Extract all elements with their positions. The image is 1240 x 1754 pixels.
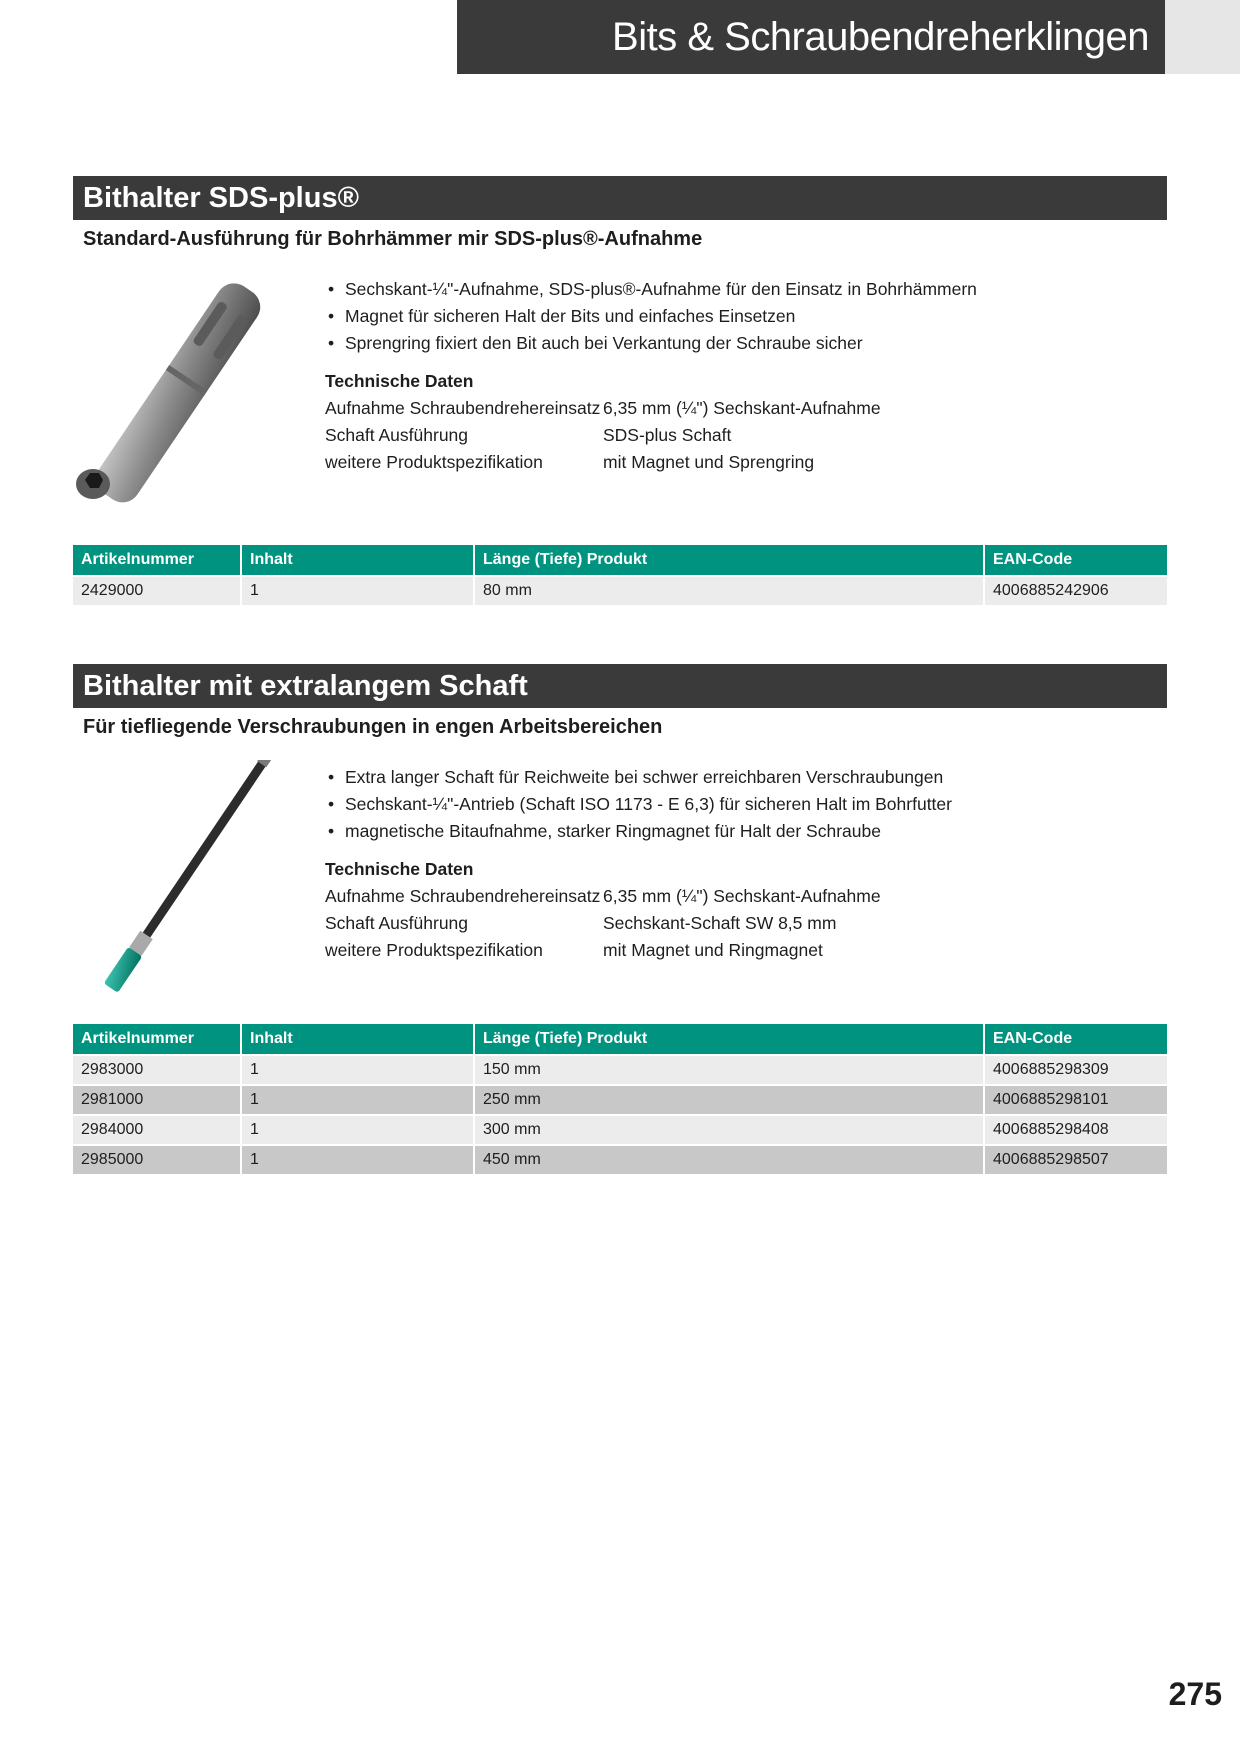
article-number: 2983000 [73, 1055, 241, 1085]
tech-value: SDS-plus Schaft [603, 425, 732, 445]
product-image-extralong-holder [73, 760, 308, 1000]
section-subtitle: Standard-Ausführung für Bohrhämmer mir SDS-plus®-Aufnahme [83, 228, 703, 250]
article-table [73, 545, 1167, 605]
column-header: EAN-Code [984, 1024, 1167, 1055]
table-row [73, 1055, 1167, 1085]
tech-key: weitere Produktspezifikation [325, 940, 543, 960]
tech-value: Sechskant-Schaft SW 8,5 mm [603, 913, 837, 933]
feature-item: • Extra langer Schaft für Reichweite bei schwer erreichbaren Verschraubungen [325, 764, 1155, 791]
page-header-tab [1165, 0, 1240, 74]
product-length: 250 mm [474, 1085, 984, 1115]
article-table [73, 1024, 1167, 1174]
product-section-sds-plus [73, 176, 1167, 599]
tech-row [325, 395, 881, 422]
table-row [73, 1145, 1167, 1174]
product-length: 450 mm [474, 1145, 984, 1174]
page-number: 275 [1168, 1676, 1222, 1712]
column-header: Inhalt [241, 545, 474, 576]
tech-row [325, 910, 881, 937]
tech-row [325, 883, 881, 910]
product-info [325, 276, 1155, 476]
tech-key: weitere Produktspezifikation [325, 452, 543, 472]
tech-data-title: Technische Daten [325, 859, 474, 879]
column-header: EAN-Code [984, 545, 1167, 576]
tech-value: mit Magnet und Sprengring [603, 452, 815, 472]
feature-item: • Sprengring fixiert den Bit auch bei Verkantung der Schraube sicher [325, 330, 1155, 357]
ean-code: 4006885242906 [984, 576, 1167, 605]
product-info [325, 764, 1155, 964]
article-table-header [73, 545, 1167, 576]
feature-list [325, 764, 1155, 845]
content-qty: 1 [241, 1145, 474, 1174]
content-qty: 1 [241, 1055, 474, 1085]
page-header-title: Bits & Schraubendreherklingen [457, 0, 1165, 74]
tech-value: 6,35 mm (¼") Sechskant-Aufnahme [603, 886, 881, 906]
tech-row [325, 422, 881, 449]
tech-key: Schaft Ausführung [325, 425, 469, 445]
table-row [73, 1115, 1167, 1145]
content-qty: 1 [241, 1115, 474, 1145]
ean-code: 4006885298507 [984, 1145, 1167, 1174]
article-number: 2429000 [73, 576, 241, 605]
feature-item: • Magnet für sicheren Halt der Bits und einfaches Einsetzen [325, 303, 1155, 330]
tech-key: Schaft Ausführung [325, 913, 469, 933]
tech-value: 6,35 mm (¼") Sechskant-Aufnahme [603, 398, 881, 418]
content-qty: 1 [241, 1085, 474, 1115]
feature-item: • Sechskant-¼"-Antrieb (Schaft ISO 1173 - E 6,3) für sicheren Halt im Bohrfutter [325, 791, 1155, 818]
product-length: 80 mm [474, 576, 984, 605]
content-qty: 1 [241, 576, 474, 605]
column-header: Länge (Tiefe) Produkt [474, 545, 984, 576]
article-table-header [73, 1024, 1167, 1055]
section-subtitle: Für tiefliegende Verschraubungen in engen Arbeitsbereichen [83, 716, 663, 738]
ean-code: 4006885298408 [984, 1115, 1167, 1145]
tech-data-title: Technische Daten [325, 371, 474, 391]
section-title: Bithalter SDS-plus® [73, 176, 1167, 220]
section-title: Bithalter mit extralangem Schaft [73, 664, 1167, 708]
tech-key: Aufnahme Schraubendrehereinsatz [325, 398, 601, 418]
tech-row [325, 449, 881, 476]
tech-key: Aufnahme Schraubendrehereinsatz [325, 886, 601, 906]
tech-row [325, 937, 881, 964]
tech-data-table [325, 883, 881, 964]
product-section-extralong [73, 664, 1167, 1168]
ean-code: 4006885298309 [984, 1055, 1167, 1085]
feature-list [325, 276, 1155, 357]
feature-item: • magnetische Bitaufnahme, starker Ringmagnet für Halt der Schraube [325, 818, 1155, 845]
ean-code: 4006885298101 [984, 1085, 1167, 1115]
article-number: 2981000 [73, 1085, 241, 1115]
table-row [73, 576, 1167, 605]
product-length: 150 mm [474, 1055, 984, 1085]
table-row [73, 1085, 1167, 1115]
column-header: Länge (Tiefe) Produkt [474, 1024, 984, 1055]
tech-data-table [325, 395, 881, 476]
column-header: Artikelnummer [73, 1024, 241, 1055]
product-image-sds-holder [73, 264, 308, 504]
column-header: Artikelnummer [73, 545, 241, 576]
product-length: 300 mm [474, 1115, 984, 1145]
article-number: 2984000 [73, 1115, 241, 1145]
column-header: Inhalt [241, 1024, 474, 1055]
article-number: 2985000 [73, 1145, 241, 1174]
feature-item: • Sechskant-¼"-Aufnahme, SDS-plus®-Aufnahme für den Einsatz in Bohrhämmern [325, 276, 1155, 303]
tech-value: mit Magnet und Ringmagnet [603, 940, 823, 960]
